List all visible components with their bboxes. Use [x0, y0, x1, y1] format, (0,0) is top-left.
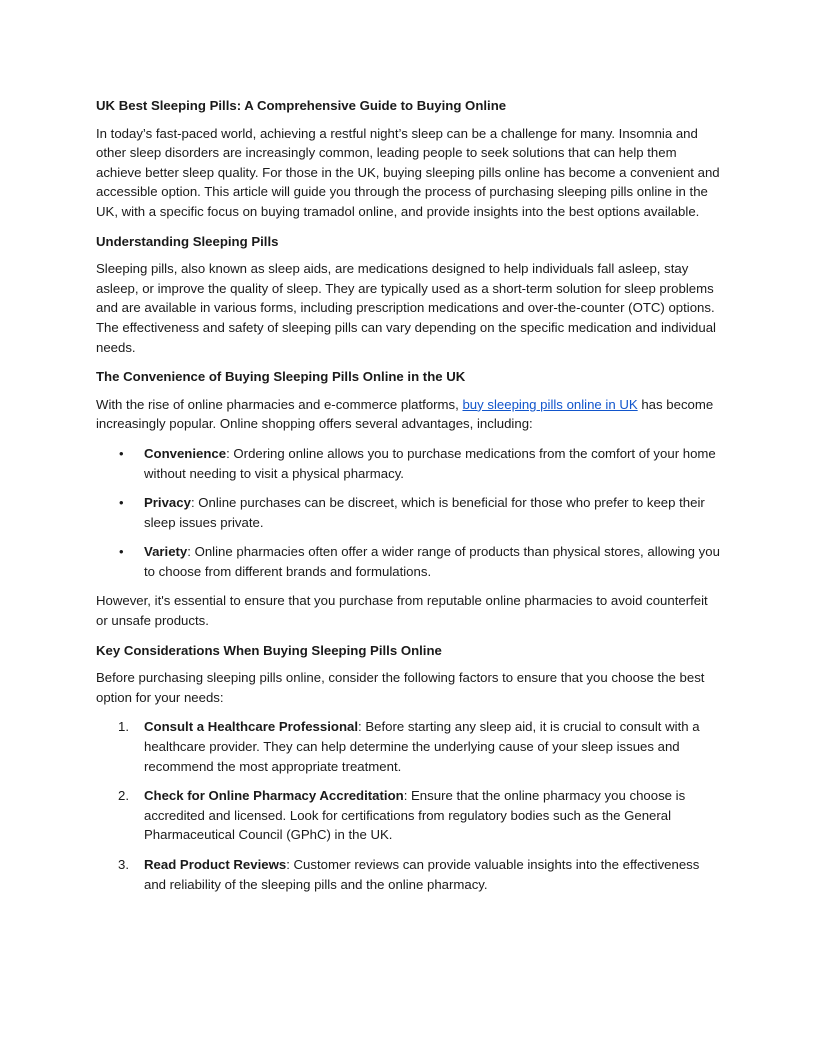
list-item-text: : Customer reviews can provide valuable insights into the effectiveness and reliability of the sleeping pills and the online pharmacy.	[144, 857, 700, 892]
caution-paragraph: However, it's essential to ensure that you purchase from reputable online pharmacies to avoid counterfeit or unsafe products.	[96, 593, 708, 629]
list-item-text: : Online pharmacies often offer a wider range of products than physical stores, allowing you to choose from different brands and formulations.	[144, 544, 720, 579]
list-number: 2.	[118, 788, 129, 804]
document-body	[96, 96, 720, 894]
considerations-paragraph: Before purchasing sleeping pills online, consider the following factors to ensure that you choose the best option for your needs:	[96, 670, 705, 705]
intro-paragraph: In today’s fast-paced world, achieving a restful night’s sleep can be a challenge for many. Insomnia and other sleep disorders are increasingly common, leading people to seek solutions that can help them achieve better sleep quality. For those in the UK, buying sleeping pills online has become a convenient and accessible option. This article will guide you through the process of purchasing sleeping pills online in the UK, with a specific focus on buying tramadol online, and provide insights into the best options available.	[96, 125, 720, 219]
convenience-text-before-link: With the rise of online pharmacies and e-commerce platforms,	[96, 396, 463, 412]
list-item	[96, 493, 720, 532]
list-item-term: Variety	[144, 544, 188, 560]
section-heading-convenience: The Convenience of Buying Sleeping Pills Online in the UK	[96, 369, 466, 385]
bullet-marker: •	[119, 495, 124, 511]
convenience-paragraph	[96, 395, 720, 434]
buy-sleeping-pills-link[interactable]: buy sleeping pills online in UK	[462, 396, 638, 412]
list-item-text: : Online purchases can be discreet, which is beneficial for those who prefer to keep their sleep issues private.	[144, 495, 705, 530]
list-item	[96, 444, 720, 483]
list-item	[96, 542, 720, 581]
list-item	[96, 855, 720, 894]
advantages-list	[96, 444, 720, 582]
document-title: UK Best Sleeping Pills: A Comprehensive Guide to Buying Online	[96, 98, 507, 113]
list-number: 3.	[118, 857, 129, 872]
bullet-marker: •	[119, 445, 124, 461]
section-heading-considerations: Key Considerations When Buying Sleeping Pills Online	[96, 642, 442, 658]
list-item-text: : Ordering online allows you to purchase medications from the comfort of your home without needing to visit a physical pharmacy.	[144, 445, 716, 481]
considerations-list	[96, 717, 720, 894]
convenience-text-after-link: has become increasingly popular. Online shopping offers several advantages, including:	[96, 396, 714, 432]
list-number: 1.	[118, 719, 129, 735]
list-item-text: : Before starting any sleep aid, it is crucial to consult with a healthcare provider. They can help determine the underlying cause of your sleep issues and recommend the most appropriate treatment.	[144, 719, 700, 774]
list-item	[96, 717, 720, 776]
list-item-term: Read Product Reviews	[144, 857, 287, 872]
list-item	[96, 786, 720, 845]
list-item-term: Check for Online Pharmacy Accreditation	[144, 788, 404, 804]
list-item-term: Convenience	[144, 445, 227, 461]
bullet-marker: •	[119, 544, 124, 560]
list-item-text: : Ensure that the online pharmacy you choose is accredited and licensed. Look for certifications from regulatory bodies such as the General Pharmaceutical Council (GPhC) in the UK.	[144, 788, 686, 843]
section-heading-understanding: Understanding Sleeping Pills	[96, 233, 279, 249]
list-item-term: Consult a Healthcare Professional	[144, 719, 358, 735]
understanding-paragraph: Sleeping pills, also known as sleep aids, are medications designed to help individuals fall asleep, stay asleep, or improve the quality of sleep. They are typically used as a short-term solution for sleep problems and are available in various forms, including prescription medications and over-the-counter (OTC) options. The effectiveness and safety of sleeping pills can vary depending on the specific medication and individual needs.	[96, 261, 716, 355]
list-item-term: Privacy	[144, 495, 191, 511]
